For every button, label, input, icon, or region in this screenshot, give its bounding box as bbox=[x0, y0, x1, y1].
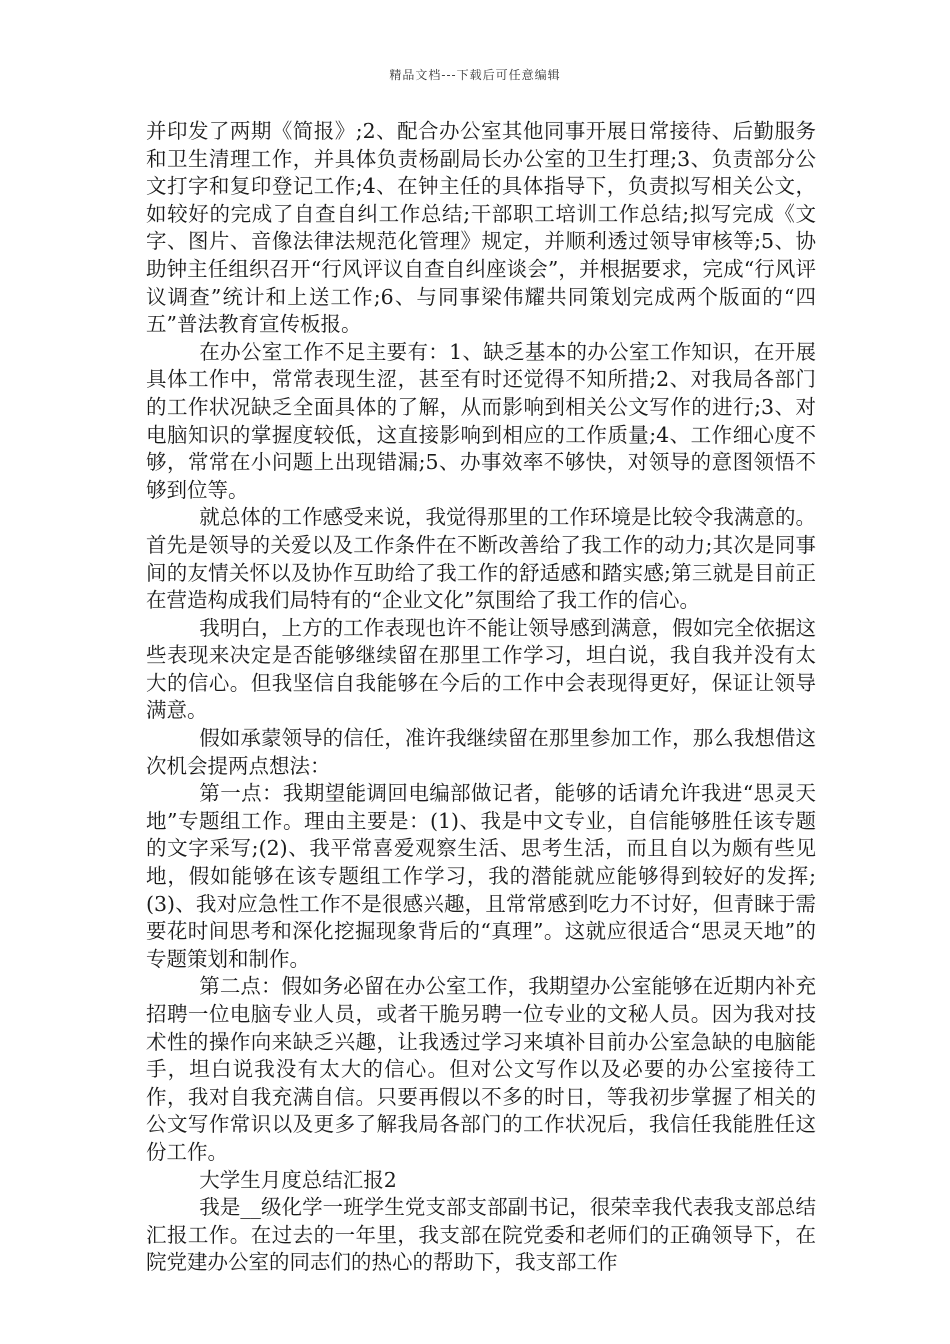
document-body bbox=[146, 118, 816, 1277]
paragraph-point-one: 第一点：我期望能调回电编部做记者，能够的话请允许我进“思灵天地”专题组工作。理由主要是：(1)、我是中文专业，自信能够胜任该专题的文字采写;(2)、我平常喜爱观察生活、思考生活，而且自以为颇有些见地，假如能够在该专题组工作学习，我的潜能就应能够得到较好的发挥;(3)、我对应急性工作不是很感兴趣，且常常感到吃力不讨好，但青睐于需要花时间思考和深化挖掘现象背后的“真理”。这就应很适合“思灵天地”的专题策划和制作。 bbox=[146, 781, 816, 971]
paragraph-work-list-continued: 并印发了两期《简报》;2、配合办公室其他同事开展日常接待、后勤服务和卫生清理工作，并具体负责杨副局长办公室的卫生打理;3、负责部分公文打字和复印登记工作;4、在钟主任的具体指导下，负责拟写相关公文，如较好的完成了自查自纠工作总结;干部职工培训工作总结;拟写完成《文字、图片、音像法律法规范化管理》规定，并顺利透过领导审核等;5、协助钟主任组织召开“行风评议自查自纠座谈会”，并根据要求，完成“行风评议调查”统计和上送工作;6、与同事梁伟耀共同策划完成两个版面的“四五”普法教育宣传板报。 bbox=[146, 119, 816, 337]
paragraph-shortcomings: 在办公室工作不足主要有：1、缺乏基本的办公室工作知识，在开展具体工作中，常常表现生涩，甚至有时还觉得不知所措;2、对我局各部门的工作状况缺乏全面具体的了解，从而影响到相关公文写作的进行;3、对电脑知识的掌握度较低，这直接影响到相应的工作质量;4、工作细心度不够，常常在小问题上出现错漏;5、办事效率不够快，对领导的意图领悟不够到位等。 bbox=[146, 339, 816, 502]
paragraph-suggestions-intro: 假如承蒙领导的信任，准许我继续留在那里参加工作，那么我想借这次机会提两点想法： bbox=[146, 726, 816, 778]
page-header: 精品文档---下载后可任意编辑 bbox=[389, 68, 561, 82]
section-heading: 大学生月度总结汇报2 bbox=[199, 1167, 397, 1192]
paragraph-self-assessment: 我明白，上方的工作表现也许不能让领导感到满意，假如完全依据这些表现来决定是否能够继续留在那里工作学习，坦白说，我自我并没有太大的信心。但我坚信自我能够在今后的工作中会表现得更好，保证让领导满意。 bbox=[146, 615, 816, 723]
paragraph-point-two: 第二点：假如务必留在办公室工作，我期望办公室能够在近期内补充招聘一位电脑专业人员，或者干脆另聘一位专业的文秘人员。因为我对技术性的操作向来缺乏兴趣，让我透过学习来填补目前办公室急缺的电脑能手，坦白说我没有太大的信心。但对公文写作以及必要的办公室接待工作，我对自我充满自信。只要再假以不多的时日，等我初步掌握了相关的公文写作常识以及更多了解我局各部门的工作状况后，我信任我能胜任这份工作。 bbox=[146, 974, 816, 1164]
paragraph-work-feelings: 就总体的工作感受来说，我觉得那里的工作环境是比较令我满意的。首先是领导的关爱以及工作条件在不断改善给了我工作的动力;其次是同事间的友情关怀以及协作互助给了我工作的舒适感和踏实感;第三就是目前正在营造构成我们局特有的“企业文化”氛围给了我工作的信心。 bbox=[146, 505, 816, 613]
paragraph-party-branch-report: 我是__级化学一班学生党支部支部副书记，很荣幸我代表我支部总结汇报工作。在过去的一年里，我支部在院党委和老师们的正确领导下，在院党建办公室的同志们的热心的帮助下，我支部工作 bbox=[146, 1195, 816, 1275]
